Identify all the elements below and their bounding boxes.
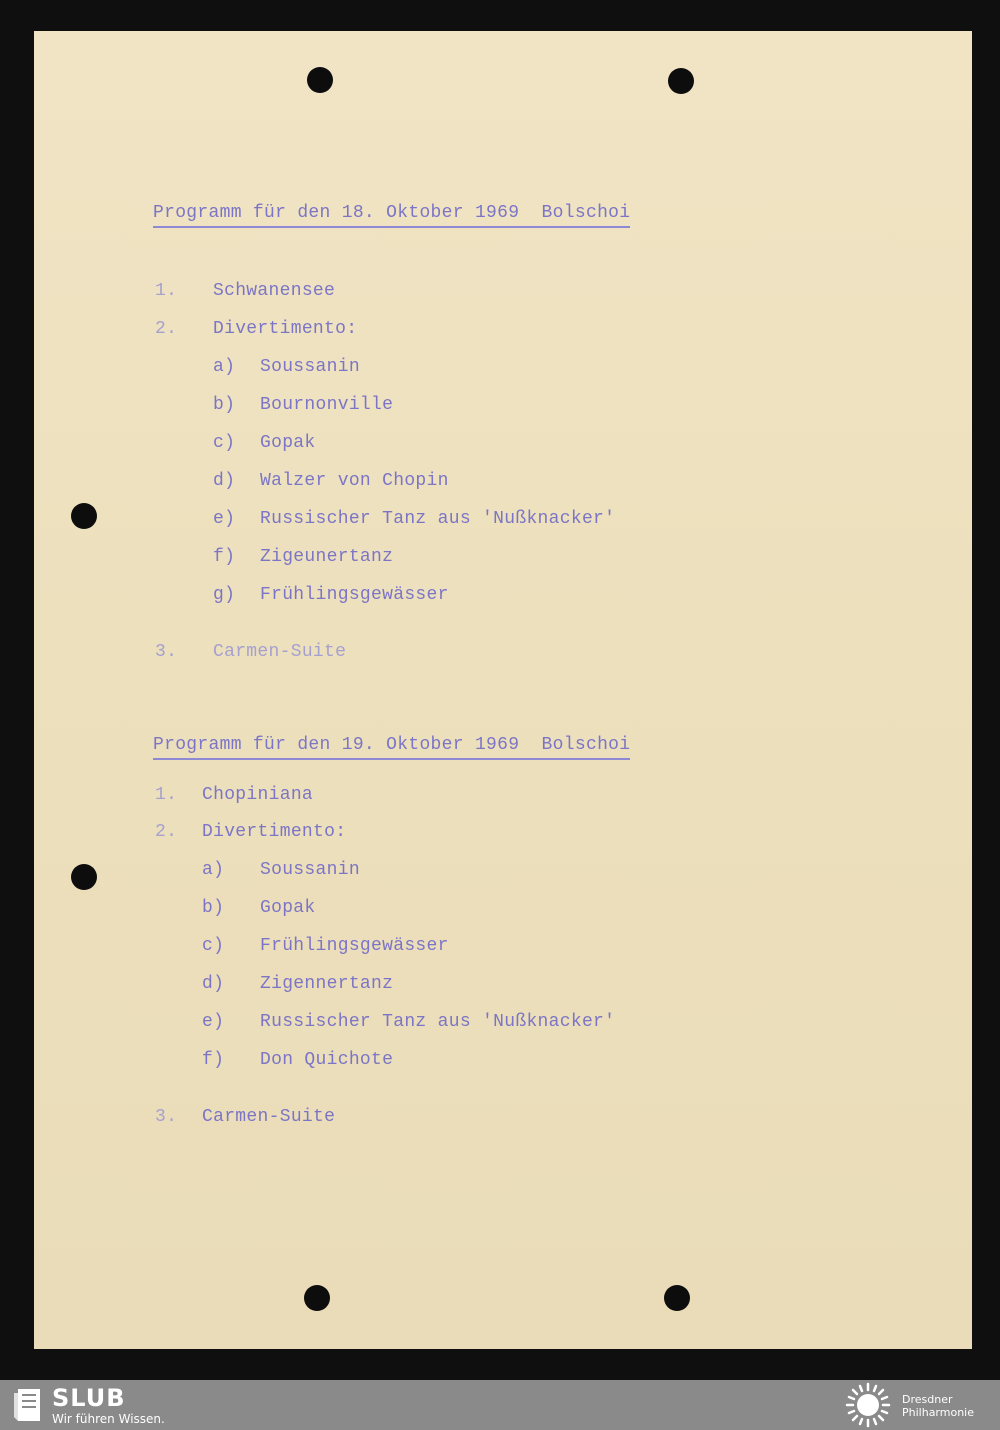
punch-hole (71, 864, 97, 890)
sub-item-title: Walzer von Chopin (260, 471, 449, 491)
sub-item-letter: g) (213, 585, 236, 605)
sub-item-title: Zigeunertanz (260, 547, 394, 567)
item-number: 3. (155, 642, 178, 662)
sub-item-letter: b) (202, 898, 225, 918)
slub-logo-icon (12, 1387, 42, 1423)
program-heading-18-oct: Programm für den 18. Oktober 1969 Bolschoi (153, 204, 630, 228)
item-title: Chopiniana (202, 785, 314, 805)
sub-item-letter: d) (213, 471, 236, 491)
item-title: Carmen-Suite (202, 1107, 336, 1127)
punch-hole (71, 503, 97, 529)
sub-item-letter: c) (213, 433, 236, 453)
sub-item-title: Russischer Tanz aus 'Nußknacker' (260, 509, 616, 529)
item-title: Divertimento: (202, 822, 347, 842)
slub-subtitle: Wir führen Wissen. (52, 1412, 165, 1426)
sub-item-letter: c) (202, 936, 225, 956)
slub-title: SLUB (52, 1384, 126, 1412)
sub-item-letter: b) (213, 395, 236, 415)
sub-item-title: Soussanin (260, 357, 360, 377)
sub-item-title: Gopak (260, 433, 316, 453)
sub-item-letter: d) (202, 974, 225, 994)
sub-item-letter: f) (213, 547, 236, 567)
partner-name-line2: Philharmonie (902, 1406, 974, 1419)
partner-name (902, 1393, 974, 1419)
sub-item-title: Frühlingsgewässer (260, 585, 449, 605)
item-number: 3. (155, 1107, 178, 1127)
sub-item-title: Soussanin (260, 860, 360, 880)
dresdner-philharmonie-logo-icon (842, 1382, 894, 1428)
sub-item-title: Frühlingsgewässer (260, 936, 449, 956)
item-number: 2. (155, 319, 178, 339)
item-title: Schwanensee (213, 281, 336, 301)
program-heading-19-oct: Programm für den 19. Oktober 1969 Bolschoi (153, 736, 630, 760)
footer-bar (0, 1380, 1000, 1430)
item-number: 1. (155, 281, 178, 301)
sub-item-title: Gopak (260, 898, 316, 918)
sub-item-title: Bournonville (260, 395, 394, 415)
sub-item-letter: f) (202, 1050, 225, 1070)
punch-hole (668, 68, 694, 94)
sub-item-title: Russischer Tanz aus 'Nußknacker' (260, 1012, 616, 1032)
item-title: Carmen-Suite (213, 642, 347, 662)
item-title: Divertimento: (213, 319, 358, 339)
document-page (34, 31, 972, 1349)
punch-hole (307, 67, 333, 93)
sub-item-title: Don Quichote (260, 1050, 394, 1070)
item-number: 1. (155, 785, 178, 805)
item-number: 2. (155, 822, 178, 842)
sub-item-letter: a) (202, 860, 225, 880)
sub-item-letter: e) (202, 1012, 225, 1032)
sub-item-letter: a) (213, 357, 236, 377)
sub-item-title: Zigennertanz (260, 974, 394, 994)
partner-name-line1: Dresdner (902, 1393, 953, 1406)
sub-item-letter: e) (213, 509, 236, 529)
punch-hole (304, 1285, 330, 1311)
punch-hole (664, 1285, 690, 1311)
